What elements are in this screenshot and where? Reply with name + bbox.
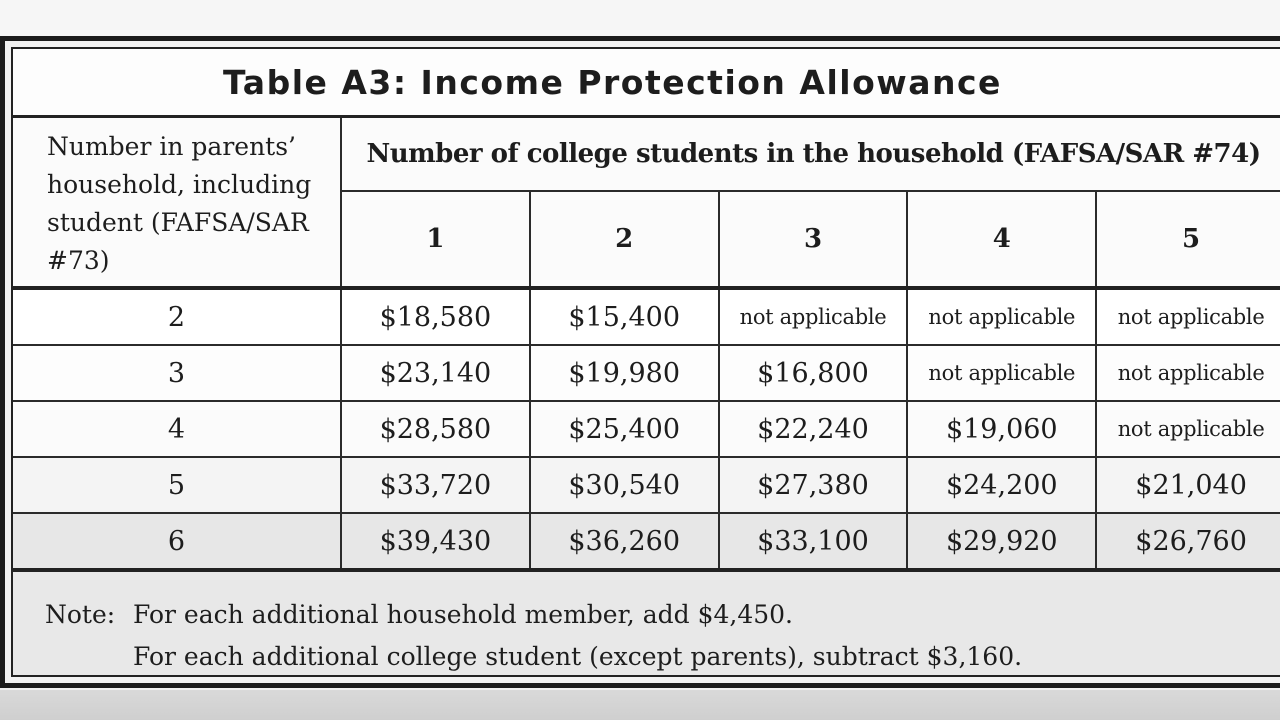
table-row [13, 345, 1280, 401]
table-cell: not applicable [719, 288, 908, 345]
table-cell: not applicable [1096, 288, 1280, 345]
table-cell: $24,200 [907, 457, 1096, 513]
table-cell: $33,100 [719, 513, 908, 570]
table-cell: $36,260 [530, 513, 719, 570]
note-text-2: For each additional college student (except parents), subtract $3,160. [133, 642, 1023, 671]
table-cell: $22,240 [719, 401, 908, 457]
note-text-1: For each additional household member, add $4,450. [133, 600, 793, 629]
title-bar [13, 49, 1280, 118]
column-group-header: Number of college students in the household (FAFSA/SAR #74) [341, 118, 1280, 191]
bottom-strip [0, 690, 1280, 720]
table-cell: $16,800 [719, 345, 908, 401]
table-cell: $28,580 [341, 401, 530, 457]
column-header: 5 [1096, 191, 1280, 288]
table-cell: $25,400 [530, 401, 719, 457]
table-cell: $33,720 [341, 457, 530, 513]
column-header: 2 [530, 191, 719, 288]
row-label: 2 [13, 288, 341, 345]
table-row [13, 457, 1280, 513]
row-label: 4 [13, 401, 341, 457]
table-container [11, 47, 1280, 677]
table-cell: $23,140 [341, 345, 530, 401]
table-row [13, 288, 1280, 345]
row-label: 3 [13, 345, 341, 401]
column-header: 1 [341, 191, 530, 288]
table-cell: $15,400 [530, 288, 719, 345]
table-cell: $27,380 [719, 457, 908, 513]
row-label: 6 [13, 513, 341, 570]
table-cell: $29,920 [907, 513, 1096, 570]
column-header: 4 [907, 191, 1096, 288]
row-header-cell [13, 118, 341, 288]
table-cell: $39,430 [341, 513, 530, 570]
table-cell: not applicable [1096, 401, 1280, 457]
table-title: Table A3: Income Protection Allowance [223, 62, 1002, 102]
table-cell: $18,580 [341, 288, 530, 345]
table-cell: $19,060 [907, 401, 1096, 457]
note-label: Note: [45, 600, 116, 629]
table-cell: $26,760 [1096, 513, 1280, 570]
table-cell: not applicable [1096, 345, 1280, 401]
note-line-2 [45, 636, 1280, 677]
row-header-text: Number in parents’ household, including student (FAFSA/SAR #73) [47, 132, 312, 275]
row-label: 5 [13, 457, 341, 513]
table-cell: $30,540 [530, 457, 719, 513]
column-header: 3 [719, 191, 908, 288]
table-note [13, 572, 1280, 677]
table-frame [0, 36, 1280, 688]
table-cell: not applicable [907, 288, 1096, 345]
table-row [13, 401, 1280, 457]
table-cell: $19,980 [530, 345, 719, 401]
table-row [13, 513, 1280, 570]
income-protection-table [13, 118, 1280, 572]
note-line-1 [45, 594, 1280, 636]
table-cell: $21,040 [1096, 457, 1280, 513]
table-cell: not applicable [907, 345, 1096, 401]
